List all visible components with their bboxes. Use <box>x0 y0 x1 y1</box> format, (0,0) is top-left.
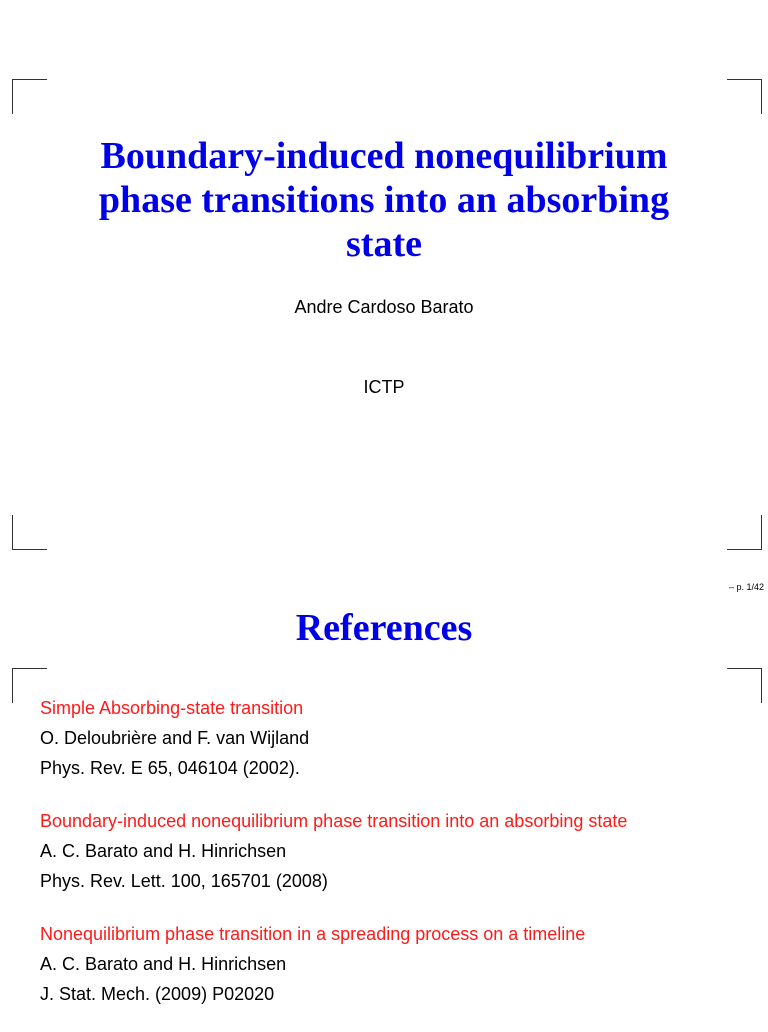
reference-authors: O. Deloubrière and F. van Wijland <box>40 728 310 748</box>
reference-journal: Phys. Rev. Lett. 100, 165701 (2008) <box>40 871 328 891</box>
reference-title: Nonequilibrium phase transition in a spreading process on a timeline <box>40 924 586 944</box>
page-number: – p. 1/42 <box>728 582 764 592</box>
reference-list <box>40 693 750 1032</box>
reference-title: Simple Absorbing-state transition <box>40 698 304 718</box>
author-name: Andre Cardoso Barato <box>294 297 474 317</box>
reference-item <box>40 919 750 1009</box>
reference-title: Boundary-induced nonequilibrium phase transition into an absorbing state <box>40 811 628 831</box>
corner-mark-top-left <box>12 79 47 114</box>
reference-journal: J. Stat. Mech. (2009) P02020 <box>40 984 275 1004</box>
corner-mark-bottom-right <box>727 515 762 550</box>
reference-journal: Phys. Rev. E 65, 046104 (2002). <box>40 758 300 778</box>
references-heading: References <box>295 607 473 649</box>
reference-authors: A. C. Barato and H. Hinrichsen <box>40 841 287 861</box>
corner-mark-top-right <box>727 79 762 114</box>
slide-title-line: Boundary-induced nonequilibrium <box>100 135 668 177</box>
slide-title-line: phase transitions into an absorbing <box>98 179 670 221</box>
reference-authors: A. C. Barato and H. Hinrichsen <box>40 954 287 974</box>
slide-title <box>0 134 768 266</box>
institution: ICTP <box>363 377 405 397</box>
slide-title-line: state <box>346 223 422 265</box>
corner-mark-bottom-left <box>12 515 47 550</box>
reference-item <box>40 693 750 783</box>
reference-item <box>40 806 750 896</box>
